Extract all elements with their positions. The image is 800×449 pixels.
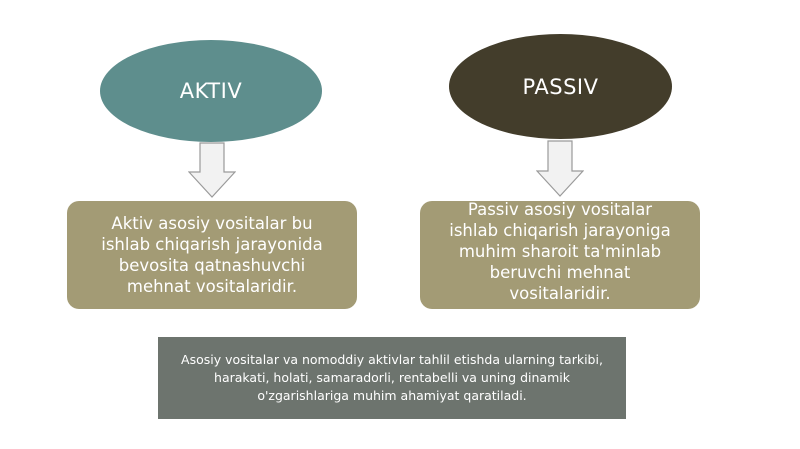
aktiv-arrow-shape: [189, 143, 235, 197]
passiv-description: Passiv asosiy vositalar ishlab chiqarish jarayoniga muhim sharoit ta'minlab beruvchi mehnat vositalaridir.: [449, 201, 671, 303]
aktiv-description-box: [67, 201, 357, 309]
aktiv-ellipse: [100, 40, 322, 142]
down-arrow-icon: [188, 142, 236, 198]
passiv-title: PASSIV: [522, 74, 599, 99]
passiv-description-box: [420, 201, 700, 309]
aktiv-description: Aktiv asosiy vositalar bu ishlab chiqarish jarayonida bevosita qatnashuvchi mehnat vositalaridir.: [101, 214, 323, 296]
summary-note-box: [158, 337, 626, 419]
passiv-ellipse: [449, 34, 672, 139]
passiv-arrow-shape: [537, 141, 583, 196]
summary-note-text: Asosiy vositalar va nomoddiy aktivlar tahlil etishda ularning tarkibi, harakati, holati, samaradorli, rentabelli va uning dinamik o'zgarishlariga muhim ahamiyat qaratiladi.: [181, 352, 603, 403]
down-arrow-icon: [536, 140, 584, 197]
aktiv-title: AKTIV: [179, 79, 243, 103]
